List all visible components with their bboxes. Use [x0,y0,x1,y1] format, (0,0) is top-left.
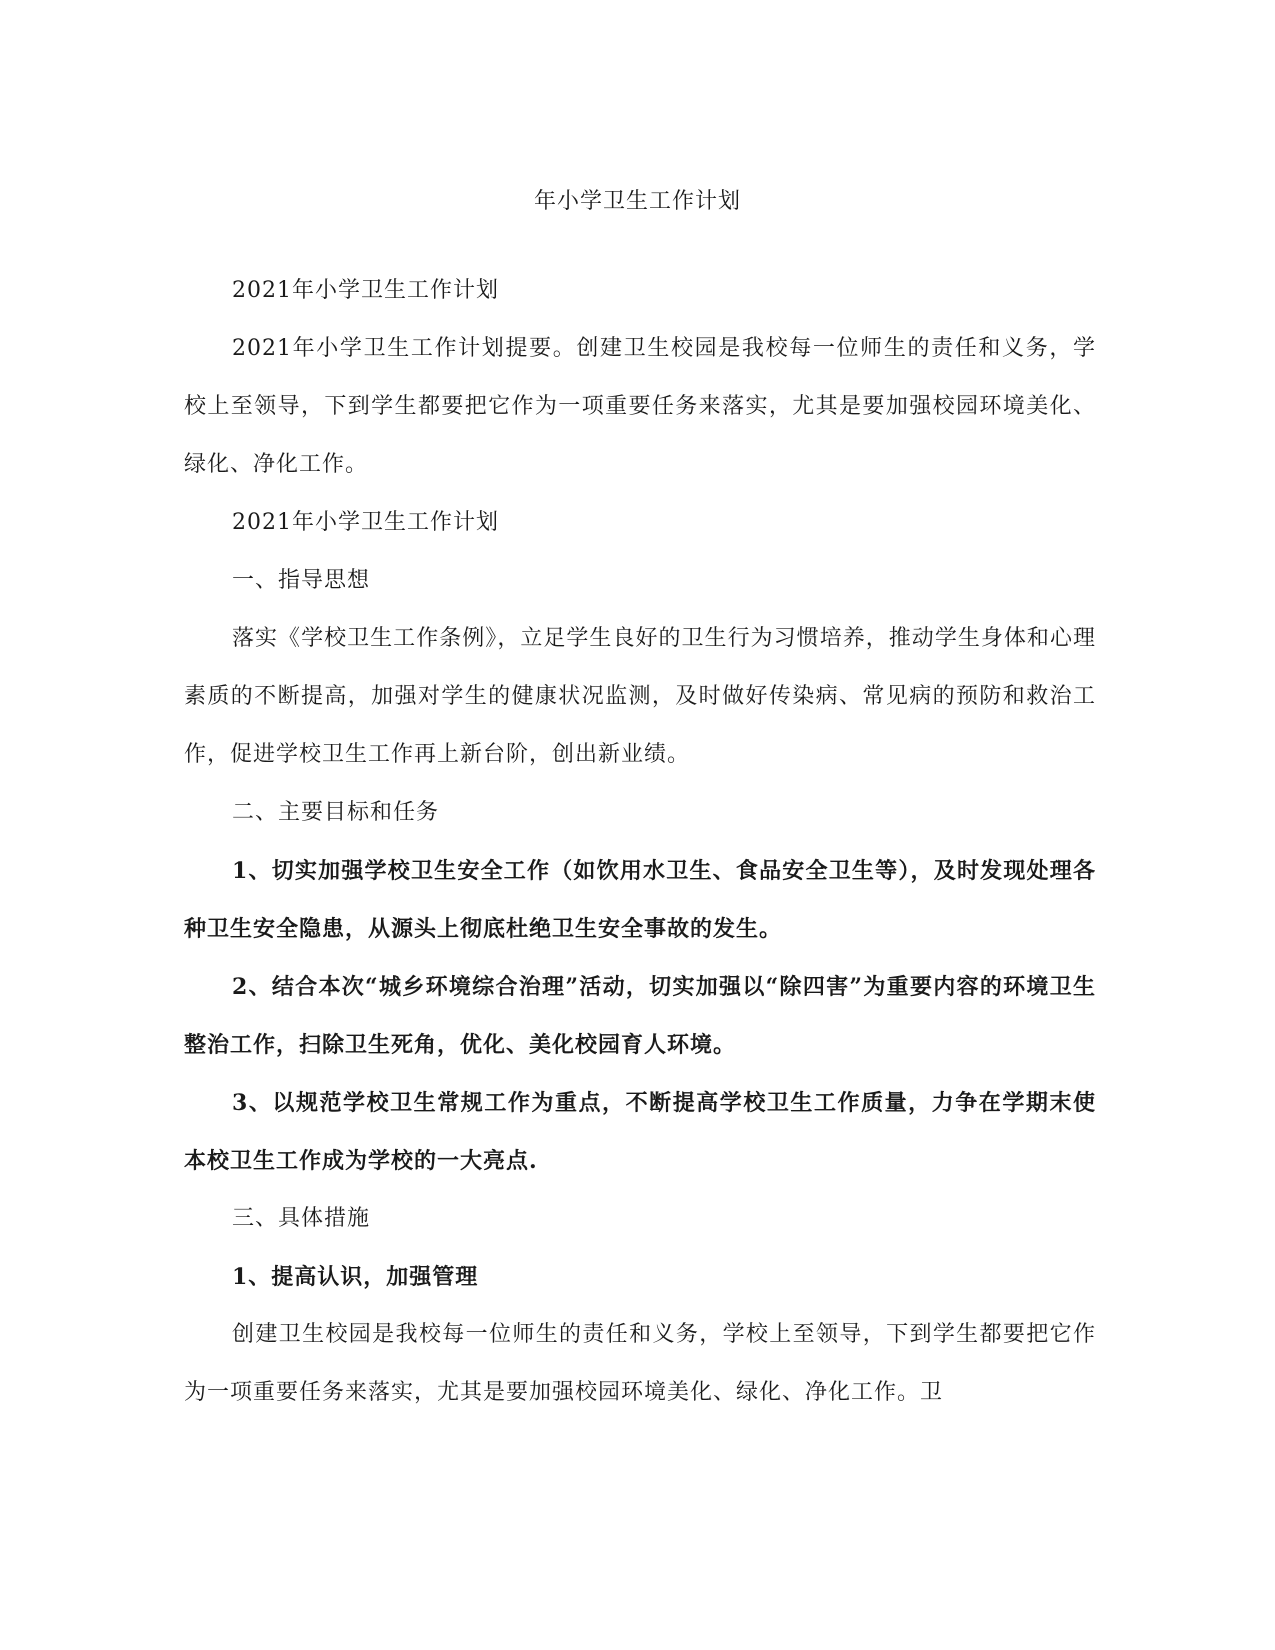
goal-item-2: 2、结合本次“城乡环境综合治理”活动，切实加强以“除四害”为重要内容的环境卫生整治工作，扫除卫生死角，优化、美化校园育人环境。 [184,974,1096,1058]
document-title: 年小学卫生工作计划 [533,189,741,214]
paragraph-subtitle: 2021年小学卫生工作计划 [232,278,499,303]
paragraph-measure-1: 创建卫生校园是我校每一位师生的责任和义务，学校上至领导，下到学生都要把它作为一项重要任务来落实，尤其是要加强校园环境美化、绿化、净化工作。卫 [184,1322,1096,1405]
section-heading-goals: 二、主要目标和任务 [232,800,440,825]
goal-item-3: 3、以规范学校卫生常规工作为重点，不断提高学校卫生工作质量，力争在学期末使本校卫生工作成为学校的一大亮点. [184,1090,1096,1174]
measure-heading-1: 1、提高认识，加强管理 [232,1264,479,1290]
document-body [184,262,1096,1422]
paragraph-guiding-thought: 落实《学校卫生工作条例》，立足学生良好的卫生行为习惯培养，推动学生身体和心理素质的不断提高，加强对学生的健康状况监测，及时做好传染病、常见病的预防和救治工作，促进学校卫生工作再上新台阶，创出新业绩。 [184,626,1096,767]
goal-item-1: 1、切实加强学校卫生安全工作（如饮用水卫生、食品安全卫生等），及时发现处理各种卫生安全隐患，从源头上彻底杜绝卫生安全事故的发生。 [184,858,1096,942]
paragraph-subtitle-repeat: 2021年小学卫生工作计划 [232,510,499,535]
section-heading-guiding-thought: 一、指导思想 [232,568,371,593]
section-heading-measures: 三、具体措施 [232,1206,371,1231]
paragraph-summary: 2021年小学卫生工作计划提要。创建卫生校园是我校每一位师生的责任和义务，学校上至领导，下到学生都要把它作为一项重要任务来落实，尤其是要加强校园环境美化、绿化、净化工作。 [184,336,1096,477]
